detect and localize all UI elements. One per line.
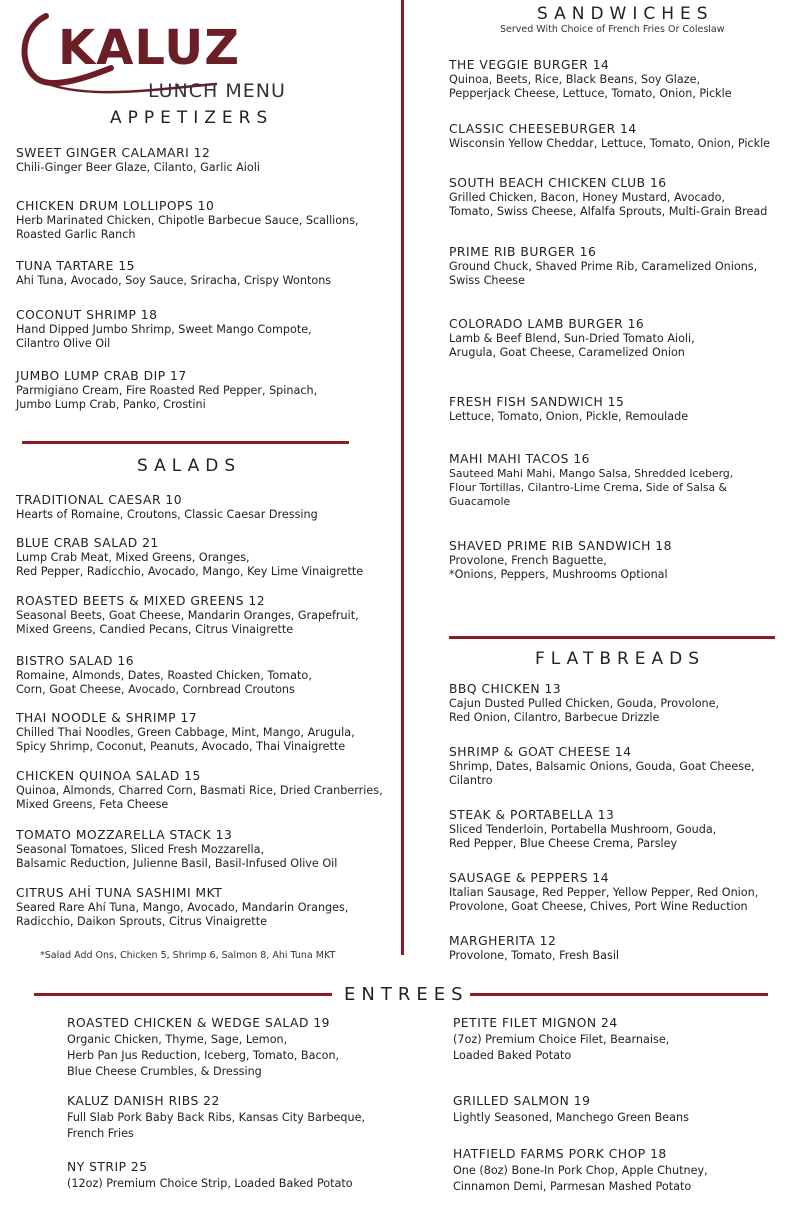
item-name: SOUTH BEACH CHICKEN CLUB 16	[449, 176, 667, 190]
entrees-heading: ENTREES	[344, 984, 469, 1005]
item-desc: Corn, Goat Cheese, Avocado, Cornbread Croutons	[16, 683, 295, 696]
appetizers-heading: APPETIZERS	[110, 108, 274, 128]
item-name: SHRIMP & GOAT CHEESE 14	[449, 745, 632, 759]
menu-item	[449, 176, 767, 219]
entrees-rule-left	[34, 993, 332, 996]
menu-item	[16, 769, 383, 812]
item-desc: Mixed Greens, Candied Pecans, Citrus Vinaigrette	[16, 623, 294, 636]
item-name: ROASTED CHICKEN & WEDGE SALAD 19	[67, 1016, 330, 1030]
item-desc: Arugula, Goat Cheese, Caramelized Onion	[449, 346, 685, 359]
item-name: FRESH FISH SANDWICH 15	[449, 395, 625, 409]
menu-item	[16, 536, 363, 579]
item-desc: Shrimp, Dates, Balsamic Onions, Gouda, Goat Cheese,	[449, 760, 755, 773]
item-name: TOMATO MOZZARELLA STACK 13	[16, 828, 233, 842]
menu-item	[449, 452, 733, 509]
item-desc: Cinnamon Demi, Parmesan Mashed Potato	[453, 1180, 692, 1193]
item-desc: Chili-Ginger Beer Glaze, Cilanto, Garlic Aioli	[16, 161, 260, 174]
menu-item	[67, 1094, 365, 1141]
item-name: PRIME RIB BURGER 16	[449, 245, 597, 259]
menu-item	[16, 369, 317, 412]
item-name: NY STRIP 25	[67, 1160, 148, 1174]
item-desc: Cajun Dusted Pulled Chicken, Gouda, Provolone,	[449, 697, 720, 710]
item-desc: Grilled Chicken, Bacon, Honey Mustard, Avocado,	[449, 191, 725, 204]
item-name: CITRUS AHÍ TUNA SASHIMI MKT	[16, 886, 223, 900]
item-desc: Swiss Cheese	[449, 274, 525, 287]
item-name: THE VEGGIE BURGER 14	[449, 58, 610, 72]
menu-item	[16, 199, 359, 242]
item-name: SAUSAGE & PEPPERS 14	[449, 871, 610, 885]
item-desc: Ground Chuck, Shaved Prime Rib, Caramelized Onions,	[449, 260, 758, 273]
item-desc: Cilantro	[449, 774, 493, 787]
item-desc: Radicchio, Daikon Sprouts, Citrus Vinaigrette	[16, 915, 267, 928]
item-name: BISTRO SALAD 16	[16, 654, 135, 668]
menu-item	[449, 122, 770, 151]
item-desc: Full Slab Pork Baby Back Ribs, Kansas City Barbeque,	[67, 1111, 366, 1124]
item-name: CLASSIC CHEESEBURGER 14	[449, 122, 637, 136]
menu-item	[16, 308, 312, 351]
item-desc: Red Pepper, Blue Cheese Crema, Parsley	[449, 837, 678, 850]
item-name: SHAVED PRIME RIB SANDWICH 18	[449, 539, 672, 553]
salad-add-ons-note: *Salad Add Ons, Chicken 5, Shrimp 6, Salmon 8, Ahi Tuna MKT	[40, 950, 336, 961]
menu-item	[16, 146, 260, 175]
item-desc: Italian Sausage, Red Pepper, Yellow Pepper, Red Onion,	[449, 886, 759, 899]
item-name: BLUE CRAB SALAD 21	[16, 536, 159, 550]
item-desc: Sliced Tenderloin, Portabella Mushroom, Gouda,	[449, 823, 717, 836]
item-desc: Herb Pan Jus Reduction, Iceberg, Tomato, Bacon,	[67, 1049, 340, 1062]
item-name: CHICKEN DRUM LOLLIPOPS 10	[16, 199, 215, 213]
item-desc: Balsamic Reduction, Julienne Basil, Basil-Infused Olive Oil	[16, 857, 338, 870]
menu-item	[449, 539, 672, 582]
menu-item	[16, 886, 348, 929]
item-desc: Herb Marinated Chicken, Chipotle Barbecue Sauce, Scallions,	[16, 214, 359, 227]
item-desc: One (8oz) Bone-In Pork Chop, Apple Chutney,	[453, 1164, 708, 1177]
item-name: PETITE FILET MIGNON 24	[453, 1016, 618, 1030]
item-desc: Parmigiano Cream, Fire Roasted Red Pepper, Spinach,	[16, 384, 318, 397]
menu-item	[67, 1160, 353, 1191]
item-name: THAI NOODLE & SHRIMP 17	[16, 711, 198, 725]
item-name: BBQ CHICKEN 13	[449, 682, 562, 696]
menu-item	[16, 594, 359, 637]
item-name: COCONUT SHRIMP 18	[16, 308, 158, 322]
menu-item	[449, 745, 755, 788]
sandwiches-heading: SANDWICHES	[537, 4, 714, 24]
lunch-menu-subtitle: LUNCH MENU	[148, 80, 286, 102]
section-rule	[22, 441, 349, 444]
menu-item	[449, 682, 719, 725]
item-desc: Chilled Thai Noodles, Green Cabbage, Mint, Mango, Arugula,	[16, 726, 355, 739]
item-desc: Red Pepper, Radicchio, Avocado, Mango, Key Lime Vinaigrette	[16, 565, 364, 578]
salads-heading: SALADS	[137, 456, 242, 476]
logo-brand-text: KALUZ	[58, 20, 240, 76]
item-desc: Provolone, French Baguette,	[449, 554, 607, 567]
item-desc: Jumbo Lump Crab, Panko, Crostini	[16, 398, 206, 411]
item-desc: Guacamole	[449, 495, 511, 508]
item-desc: *Onions, Peppers, Mushrooms Optional	[449, 568, 668, 581]
item-desc: (12oz) Premium Choice Strip, Loaded Baked Potato	[67, 1177, 353, 1190]
menu-item	[16, 493, 318, 522]
item-desc: Provolone, Goat Cheese, Chives, Port Wine Reduction	[449, 900, 748, 913]
item-name: TRADITIONAL CAESAR 10	[16, 493, 183, 507]
item-name: JUMBO LUMP CRAB DIP 17	[16, 369, 187, 383]
item-name: GRILLED SALMON 19	[453, 1094, 591, 1108]
item-desc: Quinoa, Almonds, Charred Corn, Basmati Rice, Dried Cranberries,	[16, 784, 383, 797]
item-desc: Red Onion, Cilantro, Barbecue Drizzle	[449, 711, 660, 724]
menu-item	[449, 395, 688, 424]
item-name: CHICKEN QUINOA SALAD 15	[16, 769, 201, 783]
item-desc: (7oz) Premium Choice Filet, Bearnaise,	[453, 1033, 670, 1046]
item-desc: Tomato, Swiss Cheese, Alfalfa Sprouts, Multi-Grain Bread	[449, 205, 768, 218]
menu-item	[449, 871, 758, 914]
item-desc: Hearts of Romaine, Croutons, Classic Caesar Dressing	[16, 508, 318, 521]
item-name: STEAK & PORTABELLA 13	[449, 808, 615, 822]
item-desc: Wisconsin Yellow Cheddar, Lettuce, Tomato, Onion, Pickle	[449, 137, 771, 150]
item-name: ROASTED BEETS & MIXED GREENS 12	[16, 594, 266, 608]
menu-item	[67, 1016, 339, 1079]
item-desc: Ahi Tuna, Avocado, Soy Sauce, Sriracha, Crispy Wontons	[16, 274, 332, 287]
sandwiches-subtitle: Served With Choice of French Fries Or Coleslaw	[500, 24, 725, 35]
menu-item	[453, 1147, 708, 1194]
item-desc: Lamb & Beef Blend, Sun-Dried Tomato Aioli,	[449, 332, 695, 345]
item-desc: Romaine, Almonds, Dates, Roasted Chicken, Tomato,	[16, 669, 312, 682]
item-desc: Pepperjack Cheese, Lettuce, Tomato, Onion, Pickle	[449, 87, 732, 100]
menu-item	[16, 828, 337, 871]
item-desc: Sauteed Mahi Mahi, Mango Salsa, Shredded Iceberg,	[449, 467, 734, 480]
menu-item	[449, 58, 732, 101]
menu-item	[453, 1094, 689, 1125]
item-desc: Lettuce, Tomato, Onion, Pickle, Remoulade	[449, 410, 689, 423]
item-desc: Quinoa, Beets, Rice, Black Beans, Soy Glaze,	[449, 73, 701, 86]
item-desc: Lump Crab Meat, Mixed Greens, Oranges,	[16, 551, 250, 564]
item-desc: Organic Chicken, Thyme, Sage, Lemon,	[67, 1033, 288, 1046]
item-desc: Roasted Garlic Ranch	[16, 228, 136, 241]
item-desc: Flour Tortillas, Cilantro-Lime Crema, Side of Salsa &	[449, 481, 727, 494]
item-name: SWEET GINGER CALAMARI 12	[16, 146, 211, 160]
menu-item	[449, 934, 619, 963]
menu-item	[453, 1016, 669, 1063]
item-name: KALUZ DANISH RIBS 22	[67, 1094, 220, 1108]
item-desc: Cilantro Olive Oil	[16, 337, 111, 350]
item-desc: Seasonal Beets, Goat Cheese, Mandarin Oranges, Grapefruit,	[16, 609, 359, 622]
item-desc: French Fries	[67, 1127, 134, 1140]
item-name: COLORADO LAMB BURGER 16	[449, 317, 645, 331]
menu-item	[449, 808, 716, 851]
section-rule	[449, 636, 775, 639]
item-name: HATFIELD FARMS PORK CHOP 18	[453, 1147, 667, 1161]
flatbreads-heading: FLATBREADS	[535, 649, 706, 669]
menu-item	[449, 245, 757, 288]
menu-item	[449, 317, 695, 360]
item-name: TUNA TARTARE 15	[16, 259, 135, 273]
menu-item	[16, 259, 331, 288]
item-desc: Spicy Shrimp, Coconut, Peanuts, Avocado, Thai Vinaigrette	[16, 740, 346, 753]
item-desc: Lightly Seasoned, Manchego Green Beans	[453, 1111, 689, 1124]
menu-item	[16, 711, 355, 754]
item-desc: Mixed Greens, Feta Cheese	[16, 798, 169, 811]
item-desc: Hand Dipped Jumbo Shrimp, Sweet Mango Compote,	[16, 323, 312, 336]
item-desc: Seared Rare Ahí Tuna, Mango, Avocado, Mandarin Oranges,	[16, 901, 349, 914]
menu-item	[16, 654, 312, 697]
item-name: MAHI MAHI TACOS 16	[449, 452, 590, 466]
entrees-rule-right	[470, 993, 768, 996]
item-name: MARGHERITA 12	[449, 934, 557, 948]
item-desc: Seasonal Tomatoes, Sliced Fresh Mozzarella,	[16, 843, 265, 856]
item-desc: Loaded Baked Potato	[453, 1049, 572, 1062]
item-desc: Blue Cheese Crumbles, & Dressing	[67, 1065, 262, 1078]
column-divider	[401, 0, 404, 955]
kaluz-logo	[16, 8, 286, 110]
item-desc: Provolone, Tomato, Fresh Basil	[449, 949, 620, 962]
